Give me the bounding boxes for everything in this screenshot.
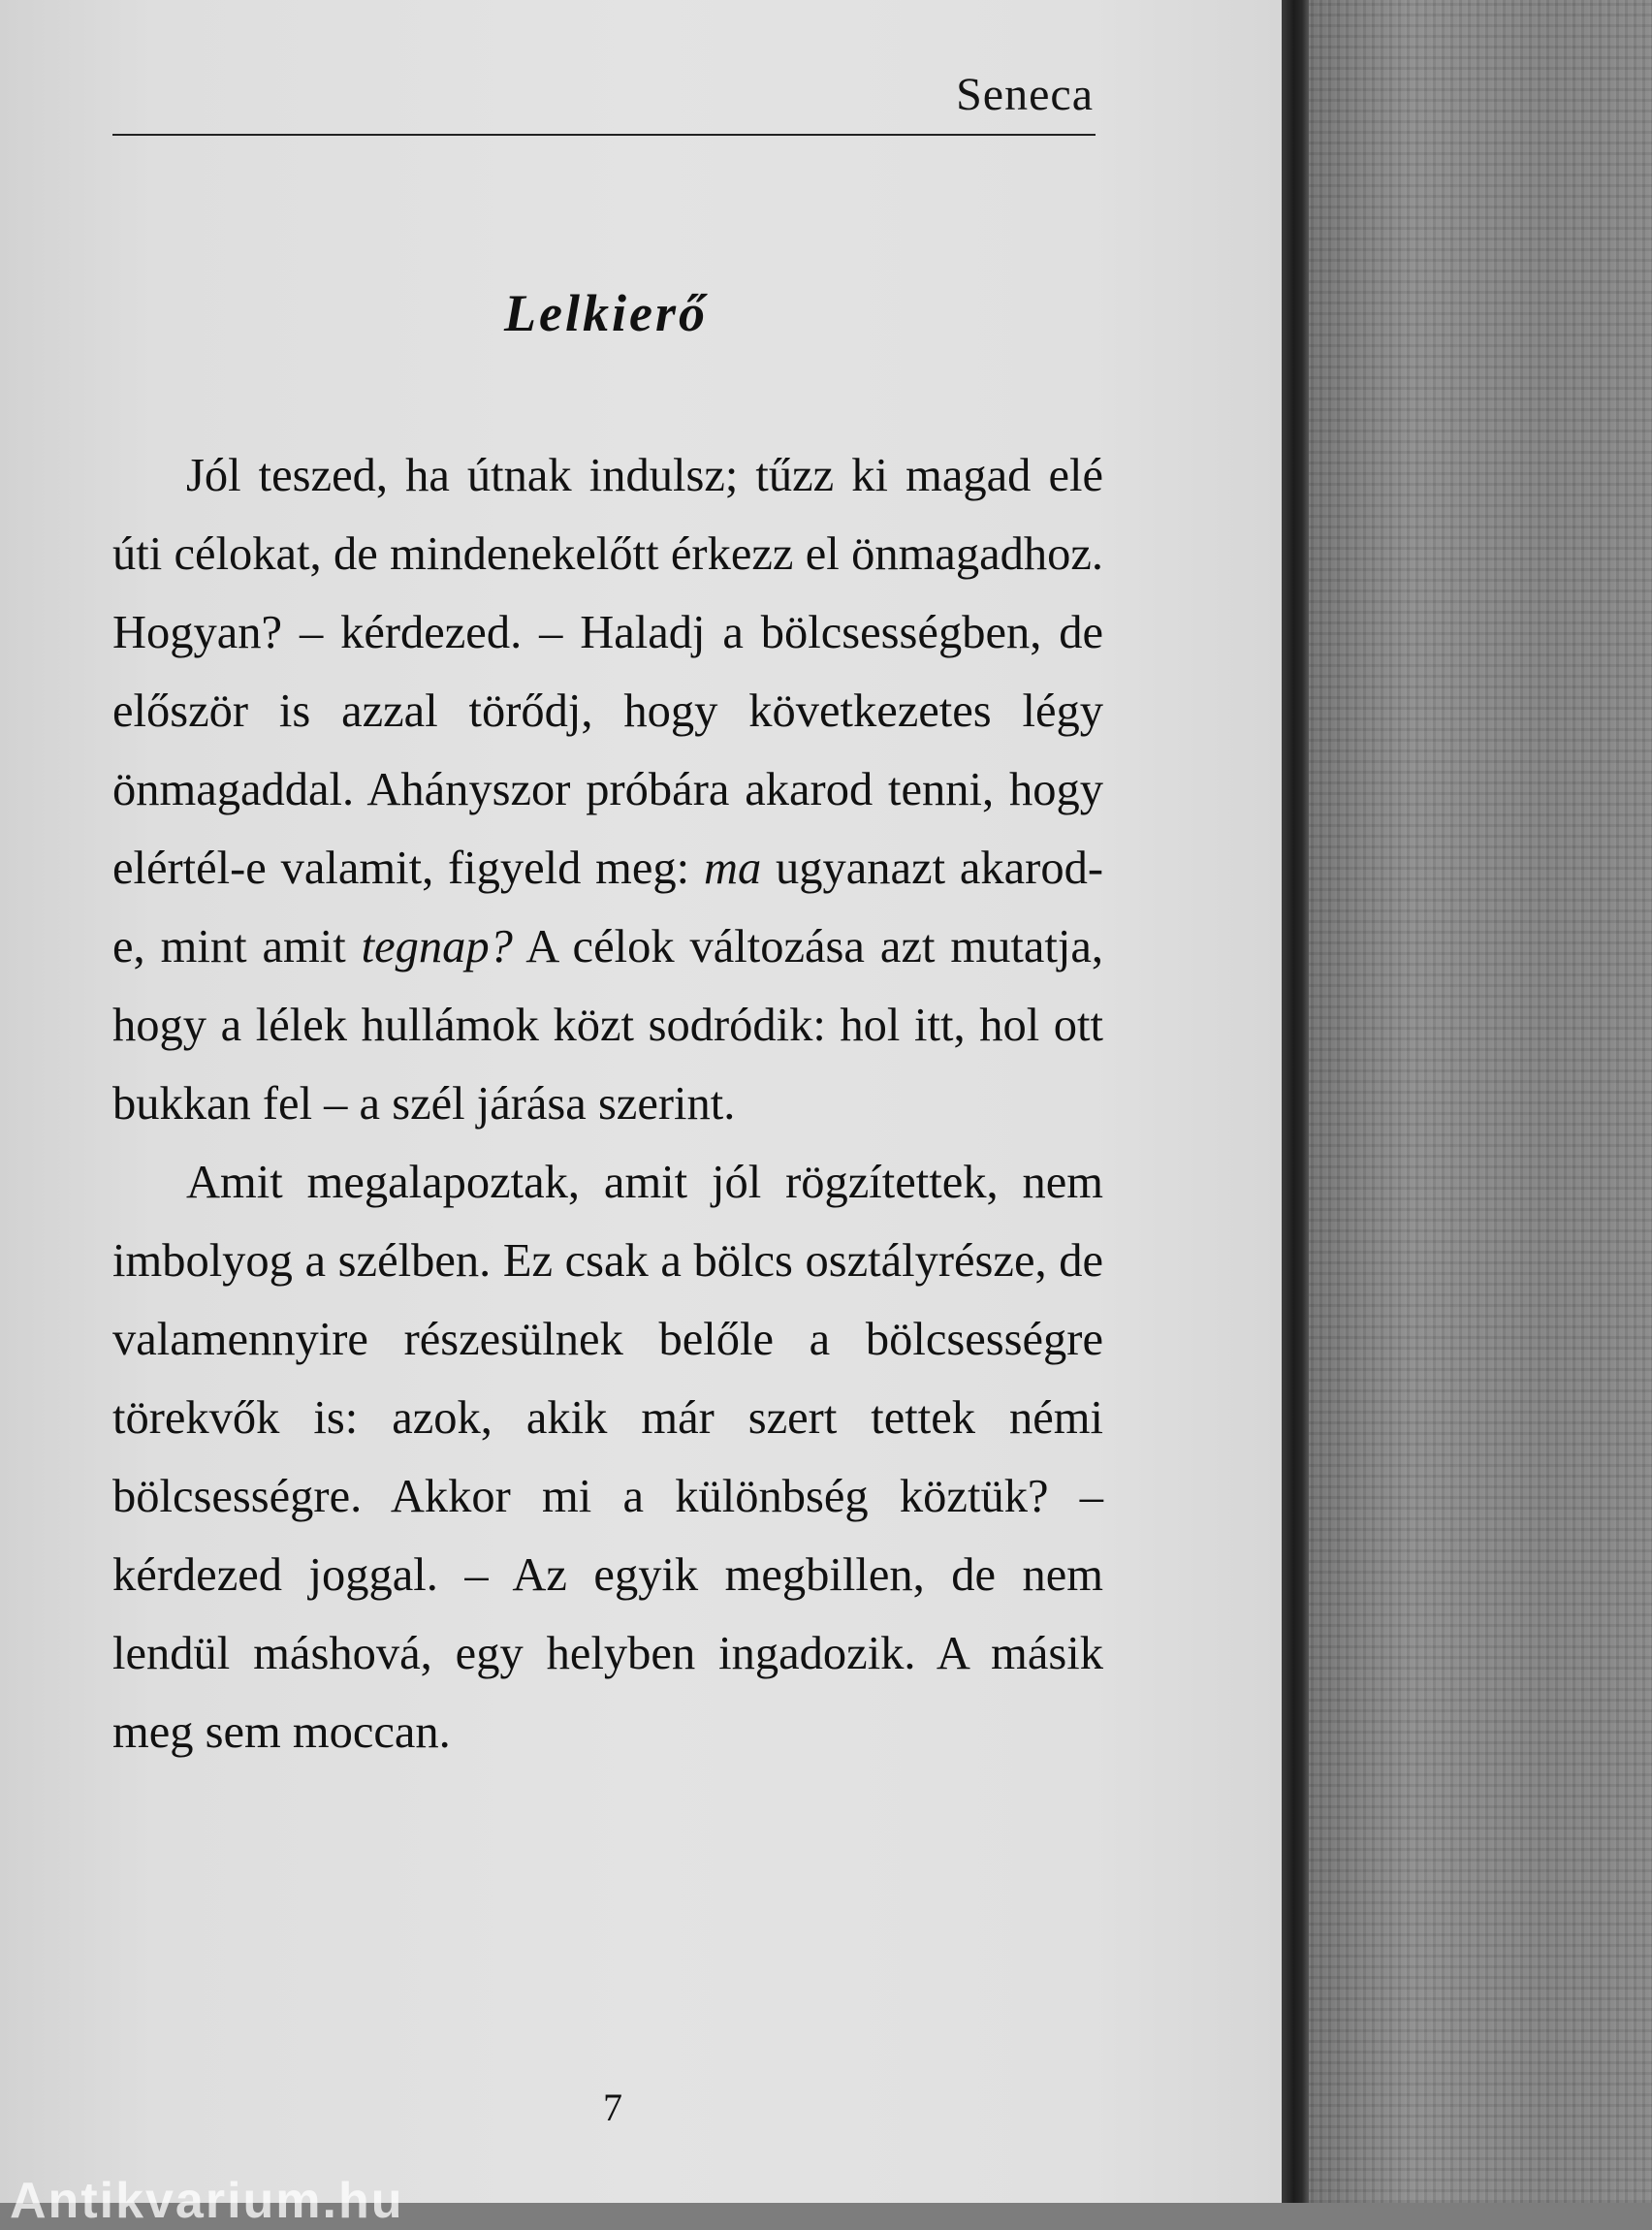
running-head: Seneca — [956, 69, 1094, 120]
paragraph-segment: A célok változása azt mutatja, hogy a lélek hullámok közt sodródik: hol itt, hol ott bukkan fel – a szél járása szerint. — [112, 921, 1103, 1130]
paragraph — [112, 1143, 1103, 1771]
paragraph — [112, 436, 1103, 1143]
body-text — [112, 436, 1103, 1771]
header-rule — [112, 134, 1096, 136]
book-edge — [1282, 0, 1309, 2203]
page-number: 7 — [603, 2086, 622, 2129]
paragraph-emphasis: tegnap? — [361, 921, 513, 972]
background-surface — [1309, 0, 1652, 2203]
paragraph-segment: Jól teszed, ha útnak indulsz; tűzz ki magad elé úti célokat, de mindenekelőtt érkezz el önmagadhoz. Hogyan? – kérdezed. – Haladj a bölcsességben, de először is azzal törődj, hogy következetes légy önmagaddal. Ahányszor próbára akarod tenni, hogy elértél-e valamit, figyeld meg: — [112, 450, 1103, 894]
chapter-title: Lelkierő — [504, 284, 708, 342]
paragraph-segment: ugyanazt akarod-e, mint amit — [112, 843, 1103, 972]
watermark: Antikvarium.hu — [10, 2173, 404, 2229]
paragraph-emphasis: ma — [703, 843, 762, 894]
paragraph-segment: Amit megalapoztak, amit jól rögzítettek, nem imbolyog a szélben. Ez csak a bölcs osztályrésze, de valamennyire részesülnek belőle a bölcsességre törekvők is: azok, akik már szert tettek némi bölcsességre. Akkor mi a különbség köztük? – kérdezed joggal. – Az egyik megbillen, de nem lendül máshová, egy helyben ingadozik. A másik meg sem moccan. — [112, 1157, 1103, 1758]
